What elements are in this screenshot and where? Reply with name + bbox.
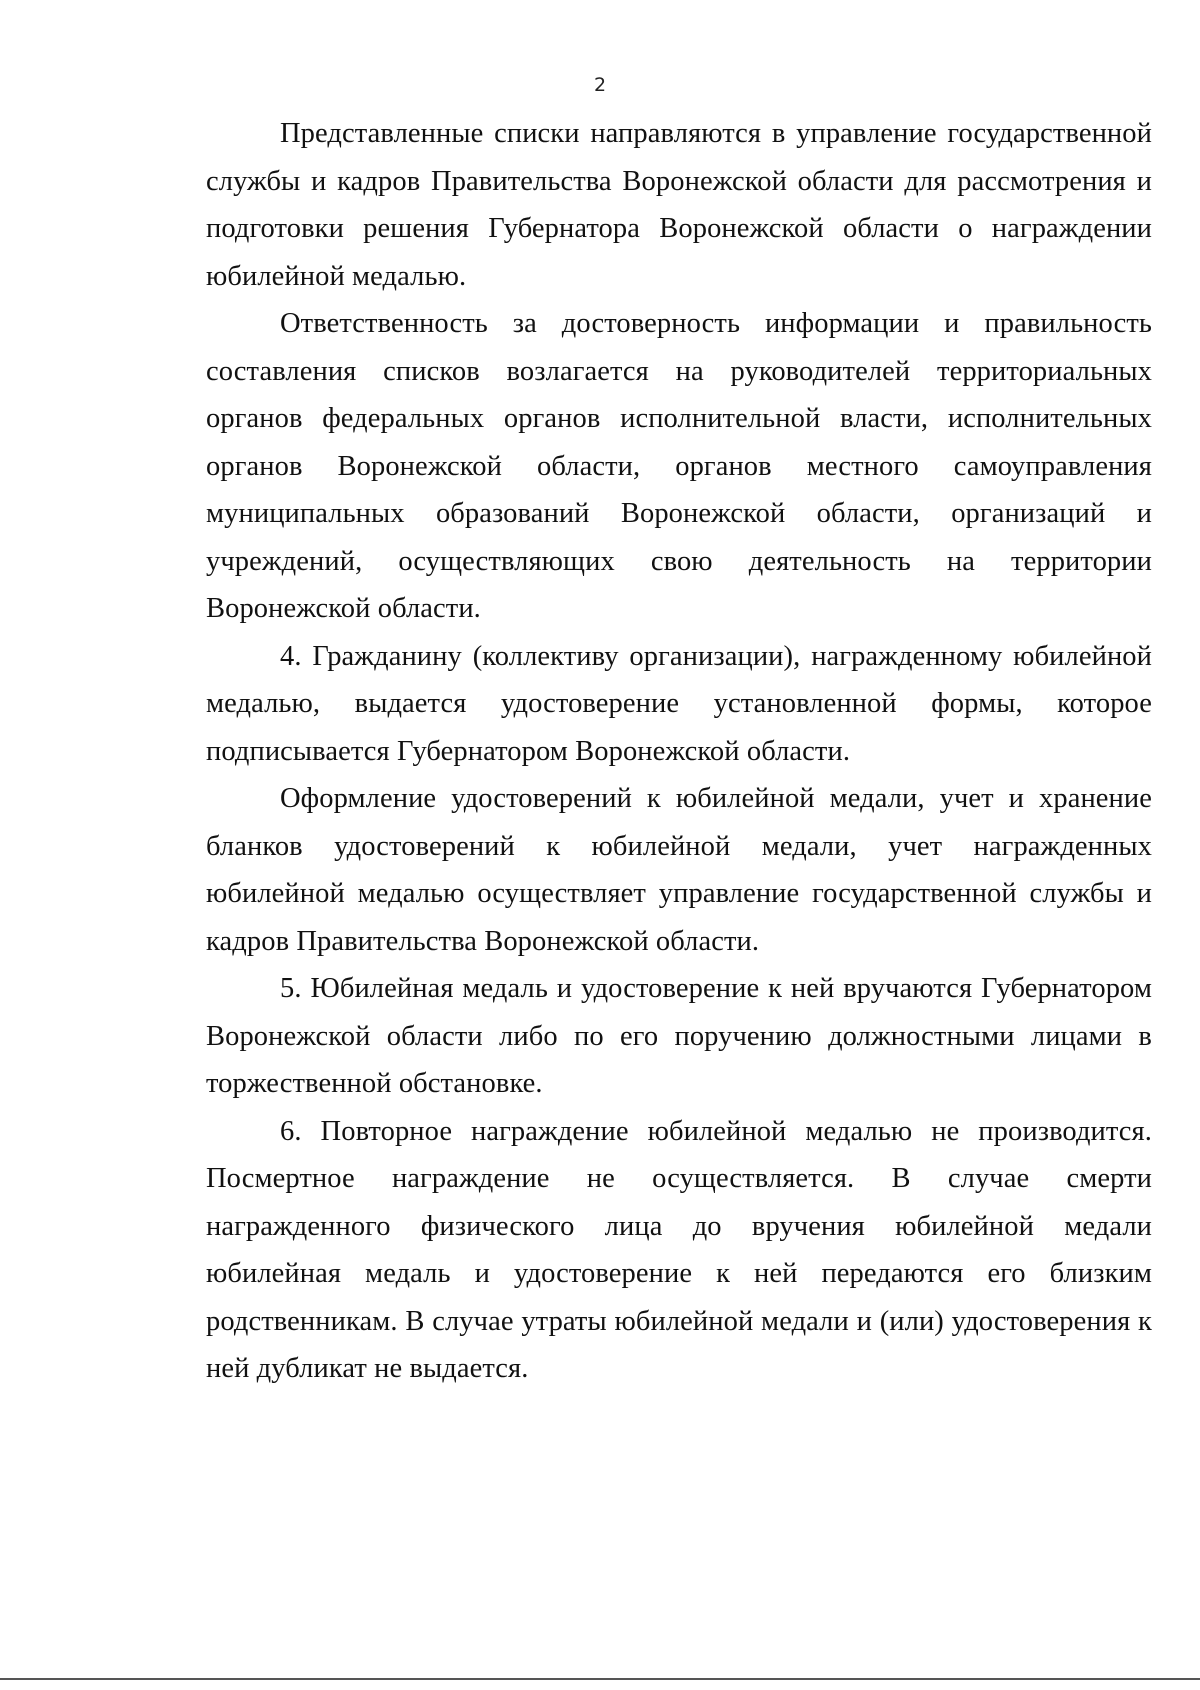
paragraph: Представленные списки направляются в управление государственной службы и кадров Правительства Воронежской области для рассмотрения и подготовки решения Губернатора Воронежской области о награждении юбилейной медалью. — [206, 118, 1152, 292]
page-number: 2 — [593, 74, 607, 96]
scan-edge-line — [0, 1678, 1200, 1680]
paragraph: 5. Юбилейная медаль и удостоверение к ней вручаются Губернатором Воронежской области либо по его поручению должностными лицами в торжественной обстановке. — [206, 973, 1152, 1099]
document-body — [206, 110, 1152, 1393]
paragraph: 6. Повторное награждение юбилейной медалью не производится. Посмертное награждение не осуществляется. В случае смерти награжденного физического лица до вручения юбилейной медали юбилейная медаль и удостоверение к ней передаются его близким родственникам. В случае утраты юбилейной медали и (или) удостоверения к ней дубликат не выдается. — [206, 1115, 1152, 1384]
paragraph: Ответственность за достоверность информации и правильность составления списков возлагается на руководителей территориальных органов федеральных органов исполнительной власти, исполнительных органов Воронежской области, органов местного самоуправления муниципальных образований Воронежской области, организаций и учреждений, осуществляющих свою деятельность на территории Воронежской области. — [206, 308, 1152, 624]
paragraph: 4. Гражданину (коллективу организации), награжденному юбилейной медалью, выдается удостоверение установленной формы, которое подписывается Губернатором Воронежской области. — [206, 640, 1152, 767]
paragraph: Оформление удостоверений к юбилейной медали, учет и хранение бланков удостоверений к юбилейной медали, учет награжденных юбилейной медалью осуществляет управление государственной службы и кадров Правительства Воронежской области. — [206, 783, 1152, 957]
